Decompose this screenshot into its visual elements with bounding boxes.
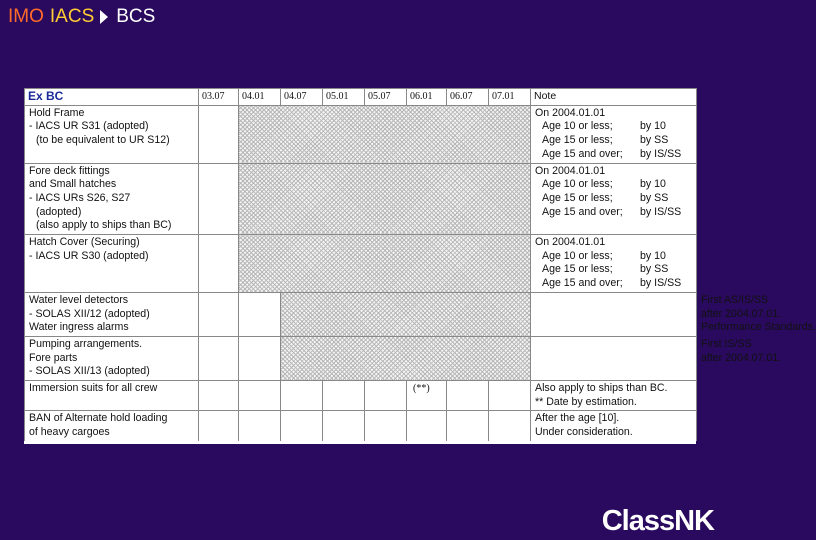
timeline-cell — [199, 292, 239, 336]
timeline-cell — [199, 411, 239, 441]
table-row — [25, 163, 697, 235]
timeline-cell — [199, 163, 239, 235]
timeline-cell — [489, 411, 531, 441]
note-cell: On 2004.01.01 Age 10 or less; by 10 Age 15 or less; by SS Age 15 and over; by IS/SS — [531, 163, 697, 235]
table-row — [25, 411, 697, 441]
timeline-hatched-cell — [239, 163, 531, 235]
timeline-cell — [407, 381, 447, 411]
date-header: 07.01 — [489, 89, 531, 106]
breadcrumb-imo: IMO — [8, 6, 44, 27]
table-title: Ex BC — [25, 89, 199, 106]
item-cell: BAN of Alternate hold loading of heavy cargoes — [25, 411, 199, 441]
note-cell: On 2004.01.01 Age 10 or less; by 10 Age 15 or less; by SS Age 15 and over; by IS/SS — [531, 235, 697, 293]
breadcrumb-arrow-icon — [100, 10, 108, 24]
timeline-hatched-cell — [281, 292, 531, 336]
timeline-cell — [199, 105, 239, 163]
breadcrumb — [8, 6, 155, 28]
breadcrumb-iacs: IACS — [49, 6, 95, 27]
timeline-cell — [239, 381, 281, 411]
timeline-cell — [239, 292, 281, 336]
note-cell: Also apply to ships than BC. ** Date by estimation. — [531, 381, 697, 411]
item-cell: Hatch Cover (Securing) - IACS UR S30 (adopted) — [25, 235, 199, 293]
timeline-cell — [365, 381, 407, 411]
note-cell: On 2004.01.01 Age 10 or less; by 10 Age 15 or less; by SS Age 15 and over; by IS/SS — [531, 105, 697, 163]
timeline-cell — [199, 336, 239, 380]
table-row: Pumping arrangements. Fore parts - SOLAS XII/13 (adopted) First IS/SS after 2004.07.01. — [25, 336, 697, 380]
timeline-cell — [447, 381, 489, 411]
item-cell: Immersion suits for all crew — [25, 381, 199, 411]
timeline-cell — [447, 411, 489, 441]
schedule-table — [24, 88, 816, 441]
timeline-cell — [365, 411, 407, 441]
timeline-cell — [531, 336, 697, 380]
date-header: 04.07 — [281, 89, 323, 106]
table-row — [25, 105, 697, 163]
timeline-cell — [323, 411, 365, 441]
item-cell: Water level detectors - SOLAS XII/12 (adopted) Water ingress alarms — [25, 292, 199, 336]
item-cell: Hold Frame - IACS UR S31 (adopted) (to be equivalent to UR S12) — [25, 105, 199, 163]
note-header: Note — [531, 89, 697, 106]
classnk-logo: ClassNK — [601, 505, 714, 537]
item-cell: Fore deck fittings and Small hatches - IACS URs S26, S27 (adopted) (also apply to ships than BC) — [25, 163, 199, 235]
timeline-hatched-cell — [239, 105, 531, 163]
schedule-table-panel — [24, 88, 816, 444]
note-cell: After the age [10]. Under consideration. — [531, 411, 697, 441]
table-header-row — [25, 89, 697, 106]
date-header: 06.07 — [447, 89, 489, 106]
timeline-cell — [531, 292, 697, 336]
timeline-cell — [239, 336, 281, 380]
timeline-cell — [239, 411, 281, 441]
timeline-cell — [407, 411, 447, 441]
date-header: 05.07 — [365, 89, 407, 106]
date-header: 05.01 — [323, 89, 365, 106]
timeline-cell — [199, 235, 239, 293]
estimate-marker: (**) — [413, 383, 430, 395]
table-row — [25, 381, 697, 411]
timeline-cell — [489, 381, 531, 411]
item-cell: Pumping arrangements. Fore parts - SOLAS XII/13 (adopted) — [25, 336, 199, 380]
timeline-cell — [281, 411, 323, 441]
timeline-cell — [281, 381, 323, 411]
table-row — [25, 235, 697, 293]
table-row: Water level detectors - SOLAS XII/12 (adopted) Water ingress alarms First AS/IS/SS after 2004.07.01. Performance Standards. — [25, 292, 697, 336]
timeline-hatched-cell — [239, 235, 531, 293]
breadcrumb-bcs: BCS — [116, 6, 156, 27]
timeline-cell — [199, 381, 239, 411]
date-header: 06.01 — [407, 89, 447, 106]
timeline-hatched-cell — [281, 336, 531, 380]
date-header: 04.01 — [239, 89, 281, 106]
date-header: 03.07 — [199, 89, 239, 106]
timeline-cell — [323, 381, 365, 411]
